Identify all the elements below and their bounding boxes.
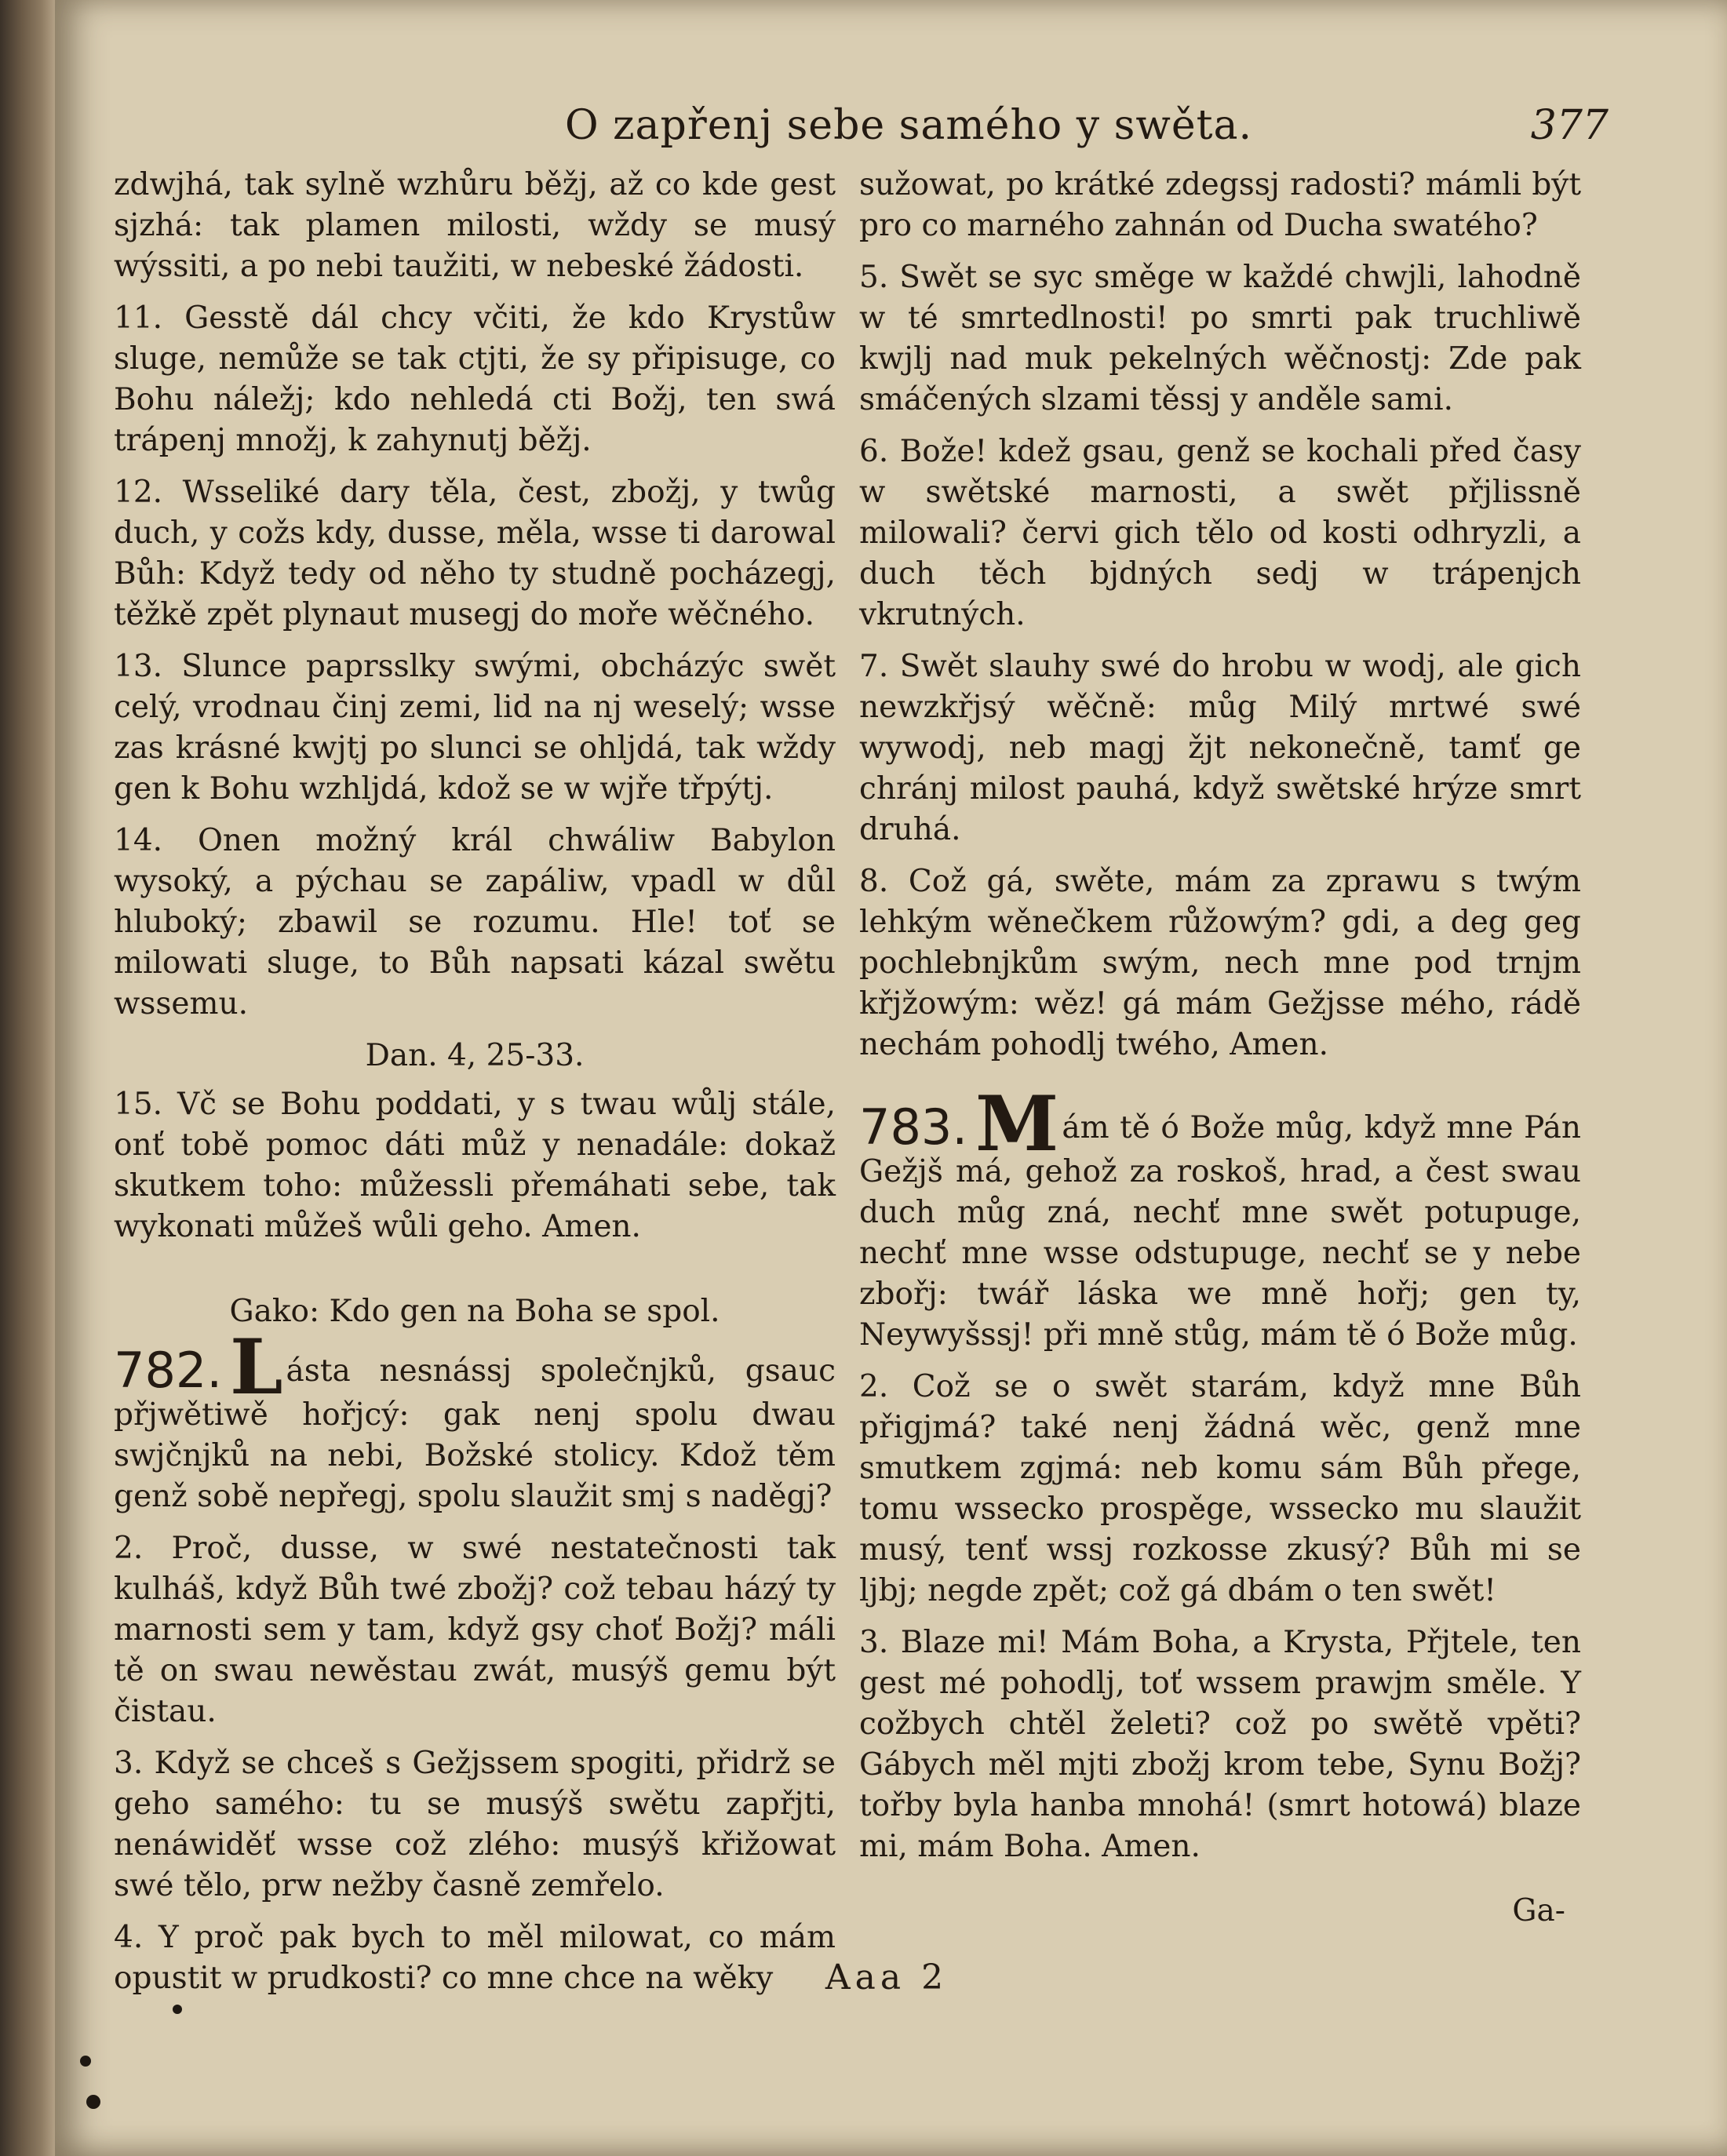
verse-7: 7. Swět slauhy swé do hrobu w wodj, ale gich newzkřjsý wěčně: můg Milý mrtwé swé wywodj, neb magj žjt nekonečně, tamť ge chránj milost pauhá, když swětské hrýze smrt druhá. bbox=[859, 649, 1581, 847]
verse-8: 8. Což gá, swěte, mám za zprawu s twým lehkým wěnečkem růžowým? gdi, a deg geg pochlebnjkům swým, nech mne pod trnjm křjžowým: wěz! gá mám Gežjsse mého, rádě nechám pohodlj twého, Amen. bbox=[859, 864, 1581, 1062]
verse-6: 6. Bože! kdež gsau, genž se kochali před časy w swětské marnosti, a swět přjlissně milowali? červi gich tělo od kosti odhryzli, a duch těch bjdných sedj w trápenjch vkrutných. bbox=[859, 434, 1581, 632]
verse-11: 11. Gesstě dál chcy včiti, že kdo Krystůw sluge, nemůže se tak ctjti, že sy připisuge, co Bohu náležj; kdo nehledá cti Božj, ten swá trápenj množj, k zahynutj běžj. bbox=[114, 300, 836, 458]
bible-reference: Dan. 4, 25-33. bbox=[365, 1038, 585, 1073]
drop-cap: L bbox=[230, 1323, 283, 1411]
signature-mark: Aaa 2 bbox=[825, 1958, 949, 1998]
ink-spot bbox=[86, 2095, 100, 2109]
hymn-782-verse-2: 2. Proč, dusse, w swé nestatečnosti tak kulháš, když Bůh twé zbožj? což tebau házý ty marnosti sem y tam, když gsy choť Božj? máli tě on swau newěstau zwát, musýš gemu být čistau. bbox=[114, 1531, 836, 1729]
verse-text: ásta nesnássj společnjků, gsauc přjwětiwě hořjcý: gak nenj spolu dwau swjčnjků na nebi, Božské stolicy. Kdož těm genž sobě nepřegj, spolu slaužit smj s naděgj? bbox=[114, 1353, 836, 1514]
catchword: Ga- bbox=[1512, 1893, 1565, 1928]
running-title: O zapřenj sebe samého y swěta. bbox=[565, 102, 1253, 149]
ink-spot bbox=[80, 2056, 91, 2067]
hymn-782-verse-3: 3. Když se chceš s Gežjssem spogiti, přidrž se geho samého: tu se musýš swětu zapřjti, nenáwiděť wsse což zlého: musýš křižowat swé tělo, prw nežby časně zemřelo. bbox=[114, 1746, 836, 1903]
hymn-number: 783. bbox=[859, 1098, 968, 1156]
verse-13: 13. Slunce paprsslky swými, obcházýc swět celý, vrodnau činj zemi, lid na nj weselý; wsse zas krásné kwjtj po slunci se ohljdá, tak wždy gen k Bohu wzhljdá, kdož se w wjře třpýtj. bbox=[114, 649, 836, 807]
hymn-782 bbox=[114, 1323, 836, 1999]
book-page bbox=[55, 0, 1727, 2156]
hymn-782-verse-4: 4. Y proč pak bych to měl milowat, co mám opustit w prudkosti? co mne chce na wěky bbox=[114, 1920, 836, 1996]
book-gutter bbox=[0, 0, 55, 2156]
hymn-783-verse-1 bbox=[859, 1080, 1581, 1356]
verse-5: 5. Swět se syc směge w každé chwjli, lahodně w té smrtedlnosti! po smrti pak truchliwě kwjlj nad muk pekelných wěčnostj: Zde pak smáčených slzami těssj y anděle sami. bbox=[859, 260, 1581, 417]
ink-spot bbox=[173, 2005, 182, 2014]
page-header bbox=[565, 102, 1609, 157]
verse-text: ám tě ó Bože můg, když mne Pán Gežjš má, gehož za roskoš, hrad, a čest swau duch můg zná, nechť mne swět potupuge, nechť mne wsse odstupuge, nechť se y nebe zbořj: twář láska we mně hořj; gen ty, Neywyšssj! při mně stůg, mám tě ó Bože můg. bbox=[859, 1110, 1581, 1353]
hymn-783 bbox=[859, 1080, 1581, 1867]
page-number: 377 bbox=[1530, 102, 1609, 149]
hymn-783-verse-2: 2. Což se o swět starám, když mne Bůh přigjmá? také nenj žádná wěc, genž mne smutkem zgjmá: neb komu sám Bůh přege, tomu wssecko prospěge, wssecko mu slaužit musý, tenť wssj rozkosse zkusý? Bůh mi se ljbj; negde zpět; což gá dbám o ten swět! bbox=[859, 1369, 1581, 1608]
verse-4-continued: sužowat, po krátké zdegssj radosti? mámli být pro co marného zahnán od Ducha swatého? bbox=[859, 167, 1581, 243]
hymn-783-verse-3: 3. Blaze mi! Mám Boha, a Krysta, Přjtele, ten gest mé pohodlj, toť wssem prawjm směle. Y cožbych chtěl želeti? což po swětě vpěti? Gábych měl mjti zbožj krom tebe, Synu Božj? tořby byla hanba mnohá! (smrt hotowá) blaze mi, mám Boha. Amen. bbox=[859, 1625, 1581, 1864]
left-column bbox=[114, 165, 836, 2010]
right-column bbox=[859, 165, 1581, 1932]
hymn-number: 782. bbox=[114, 1342, 223, 1399]
drop-cap: M bbox=[975, 1080, 1059, 1168]
paragraph: zdwjhá, tak sylně wzhůru běžj, až co kde gest sjzhá: tak plamen milosti, wždy se musý wýssiti, a po nebi taužiti, w nebeské žádosti. bbox=[114, 167, 836, 284]
verse-12: 12. Wsseliké dary těla, čest, zbožj, y twůg duch, y cožs kdy, dusse, měla, wsse ti darowal Bůh: Když tedy od něho ty studně pocházegj, těžkě zpět plynaut musegj do moře wěčného. bbox=[114, 475, 836, 632]
verse-15: 15. Vč se Bohu poddati, y s twau wůlj stále, onť tobě pomoc dáti můž y nenadále: dokaž skutkem toho: můžessli přemáhati sebe, tak wykonati můžeš wůli geho. Amen. bbox=[114, 1087, 836, 1244]
hymn-782-verse-1 bbox=[114, 1323, 836, 1517]
hymn-tune-heading: Gako: Kdo gen na Boha se spol. bbox=[229, 1294, 720, 1329]
verse-14: 14. Onen možný král chwáliw Babylon wysoký, a pýchau se zapáliw, vpadl w důl hluboký; zbawil se rozumu. Hle! toť se milowati sluge, to Bůh napsati kázal swětu wssemu. bbox=[114, 823, 836, 1022]
